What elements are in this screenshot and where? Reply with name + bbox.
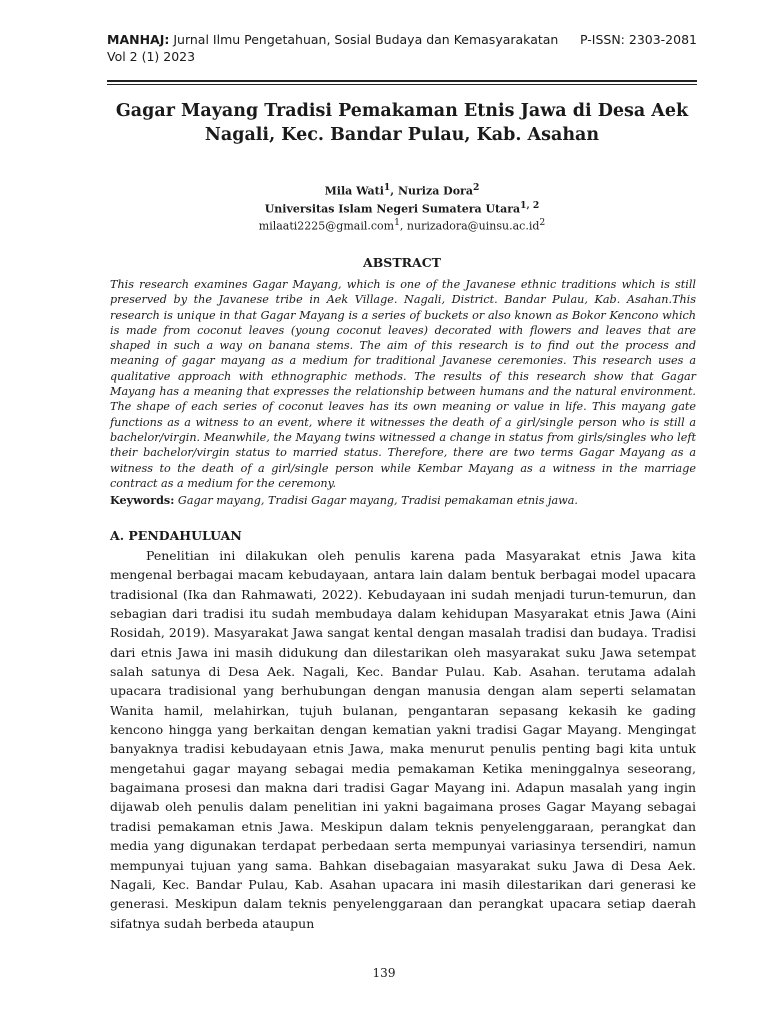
keywords-line — [110, 493, 696, 508]
volume-info: Vol 2 (1) 2023 — [107, 49, 196, 64]
issn: P-ISSN: 2303-2081 — [580, 32, 697, 47]
body-text — [110, 546, 696, 933]
author-block — [107, 181, 697, 234]
body-paragraph: Penelitian ini dilakukan oleh penulis karena pada Masyarakat etnis Jawa kita mengenal berbagai macam kebudayaan, antara lain dalam bentuk berbagai model upacara tradisional (Ika dan Rahmawati, 2022). Kebudayaan ini sudah menjadi turun-temurun, dan sebagian dari tradisi itu sudah membudaya dalam kehidupan Masyarakat etnis Jawa (Aini Rosidah, 2019). Masyarakat Jawa sangat kental dengan masalah tradisi dan budaya. Tradisi dari etnis Jawa ini masih didukung dan dilestarikan oleh masyarakat suku Jawa setempat salah satunya di Desa Aek. Nagali, Kec. Bandar Pulau. Kab. Asahan. terutama adalah upacara tradisional yang berhubungan dengan manusia dengan alam seperti selamatan Wanita hamil, melahirkan, tujuh bulanan, pengantaran sepasang kekasih ke gading kencono hingga yang berkaitan dengan kematian yakni tradisi Gagar Mayang. Mengingat banyaknya tradisi kebudayaan etnis Jawa, maka menurut penulis penting bagi kita untuk mengetahui gagar mayang sebagai media pemakaman Ketika meninggalnya seseorang, bagaimana prosesi dan makna dari tradisi Gagar Mayang ini. Adapun masalah yang ingin dijawab oleh penulis dalam penelitian ini yakni bagaimana proses Gagar Mayang sebagai tradisi pemakaman etnis Jawa. Meskipun dalam teknis penyelenggaraan, perangkat dan media yang digunakan terdapat perbedaan serta mempunyai variasinya tersendiri, namun mempunyai tujuan yang sama. Bahkan disebagaian masyarakat suku Jawa di Desa Aek. Nagali, Kec. Bandar Pulau, Kab. Asahan upacara ini masih dilestarikan dari generasi ke generasi. Meskipun dalam teknis penyelenggaraan dan perangkat upacara setiap daerah sifatnya sudah berbeda ataupun — [110, 548, 696, 931]
journal-full-name: Jurnal Ilmu Pengetahuan, Sosial Budaya dan Kemasyarakatan — [173, 32, 559, 47]
abstract-text: This research examines Gagar Mayang, which is one of the Javanese ethnic traditions which is still preserved by the Javanese tribe in Aek Village. Nagali, District. Bandar Pulau, Kab. Asahan.This research is unique in that Gagar Mayang is a series of buckets or also known as Bokor Kencono which is made from coconut leaves (young coconut leaves) decorated with flowers and leaves that are shaped in such a way on banana stems. The aim of this research is to find out the process and meaning of gagar mayang as a medium for traditional Javanese ceremonies. This research uses a qualitative approach with ethnographic methods. The results of this research show that Gagar Mayang has a meaning that expresses the relationship between humans and the natural environment. The shape of each series of coconut leaves has its own meaning or value in life. This mayang gate functions as a witness to an event, where it witnesses the death of a girl/single person who is still a bachelor/virgin. Meanwhile, the Mayang twins witnessed a change in status from girls/singles who left their bachelor/virgin status to married status. Therefore, there are two terms Gagar Mayang as a witness to the death of a girl/single person while Kembar Mayang as a witness in the marriage contract as a medium for the ceremony. — [110, 278, 696, 490]
section-heading: A. PENDAHULUAN — [110, 528, 242, 543]
running-header — [107, 31, 697, 65]
author-emails: milaati2225@gmail.com$^1$, $nurizadora@uinsu.ac.id^2$ — [258, 217, 546, 233]
header-rule-thick — [107, 80, 697, 82]
journal-abbr: MANHAJ: — [107, 32, 170, 47]
page-number: 139 — [372, 966, 396, 980]
header-rule-thin — [107, 84, 697, 85]
keywords-label: Keywords: — [110, 493, 175, 508]
article-title: Gagar Mayang Tradisi Pemakaman Etnis Jawa di Desa Aek Nagali, Kec. Bandar Pulau, Kab. Asahan — [115, 101, 689, 145]
author-names: Mila Wati$^1$, Nuriza Dora$^2$ — [324, 182, 480, 198]
affiliation: Universitas Islam Negeri Sumatera Utara$^{1, 2}$ — [264, 199, 540, 216]
email-link-2[interactable]: nurizadora@uinsu.ac.id — [406, 219, 540, 233]
email-link-1[interactable]: milaati2225@gmail.com — [258, 219, 395, 233]
abstract — [110, 277, 696, 508]
journal-name-line — [107, 31, 558, 48]
keywords-text: Gagar mayang, Tradisi Gagar mayang, Tradisi pemakaman etnis jawa. — [174, 494, 578, 508]
abstract-heading: ABSTRACT — [363, 255, 441, 270]
